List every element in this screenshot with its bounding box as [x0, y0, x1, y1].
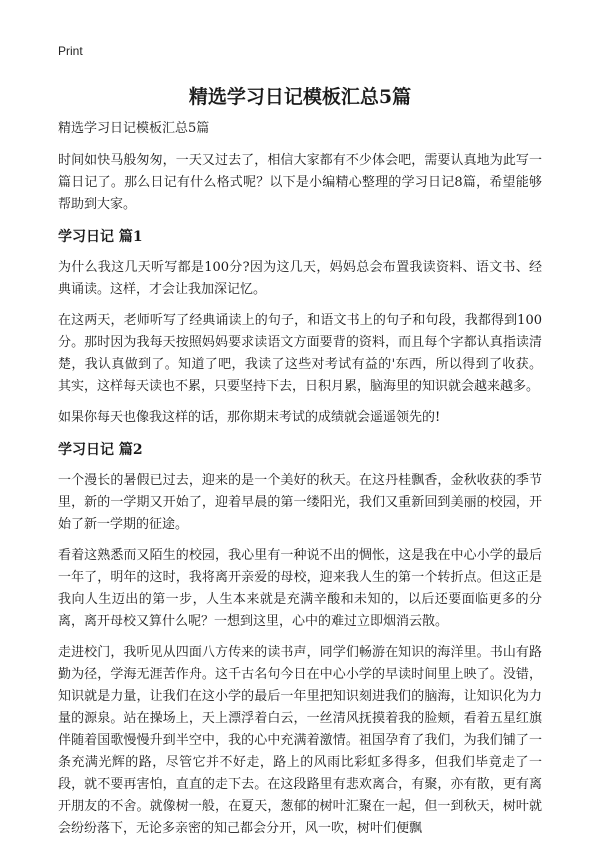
print-label[interactable]: Print [58, 44, 83, 58]
paragraph: 在这两天，老师听写了经典诵读上的句子，和语文书上的句子和句段，我都得到100分。那时因为我每天按照妈妈要求读语文方面要背的资料，而且每个字都认真指读清楚，我认真做到了。知道了吧，我读了这些对考试有益的'东西，所以得到了收获。其实，这样每天读也不累，只要坚持下去，日积月累，脑海里的知识就会越来越多。 [58, 313, 542, 394]
section-heading: 学习日记 篇1 [58, 229, 143, 245]
paragraph: 走进校门，我听见从四面八方传来的读书声，同学们畅游在知识的海洋里。书山有路勤为径，学海无涯苦作舟。这千古名句今日在中心小学的早读时间里上映了。没错，知识就是力量，让我们在这小学的最后一年里把知识刻进我们的脑海，让知识化为力量的源泉。站在操场上，天上漂浮着白云，一丝清风抚摸着我的脸颊，看着五星红旗伴随着国歌慢慢升到半空中，我的心中充满着激情。祖国孕育了我们，为我们铺了一条充满光辉的路，尽管它并不好走，路上的风雨比彩虹多得多，但我们毕竟走了一段，就不要再害怕，直直的走下去。在这段路里有悲欢离合，有聚，亦有散，更有离开朋友的不舍。就像树一般，在夏天，葱郁的树叶汇聚在一起，但一到秋天，树叶就会纷纷落下，无论多亲密的知己都会分开，风一吹，树叶们便飘 [58, 645, 542, 836]
section-heading: 学习日记 篇2 [58, 442, 143, 458]
document-subtitle: 精选学习日记模板汇总5篇 [58, 121, 210, 136]
document-title: 精选学习日记模板汇总5篇 [188, 86, 412, 108]
paragraph: 为什么我这几天听写都是100分?因为这几天，妈妈总会布置我读资料、语文书、经典诵读。这样，才会让我加深记忆。 [58, 260, 542, 297]
section-2 [58, 439, 542, 840]
section-1 [58, 226, 542, 429]
paragraph: 一个漫长的暑假已过去，迎来的是一个美好的秋天。在这丹桂飘香，金秋收获的季节里，新的一学期又开始了，迎着早晨的第一缕阳光，我们又重新回到美丽的校园，开始了新一学期的征途。 [58, 473, 542, 532]
paragraph: 看着这熟悉而又陌生的校园，我心里有一种说不出的惆怅，这是我在中心小学的最后一年了，明年的这时，我将离开亲爱的母校，迎来我人生的第一个转折点。但这正是我向人生迈出的第一步，人生本来就是充满辛酸和未知的，以后还要面临更多的分离，离开母校又算什么呢？一想到这里，心中的难过立即烟消云散。 [58, 548, 542, 629]
document-body [58, 118, 542, 849]
paragraph: 如果你每天也像我这样的话，那你期末考试的成绩就会遥遥领先的! [58, 410, 441, 425]
intro-paragraph: 时间如快马般匆匆，一天又过去了，相信大家都有不少体会吧，需要认真地为此写一篇日记了。那么日记有什么格式呢？以下是小编精心整理的学习日记8篇，希望能够帮助到大家。 [58, 153, 542, 212]
